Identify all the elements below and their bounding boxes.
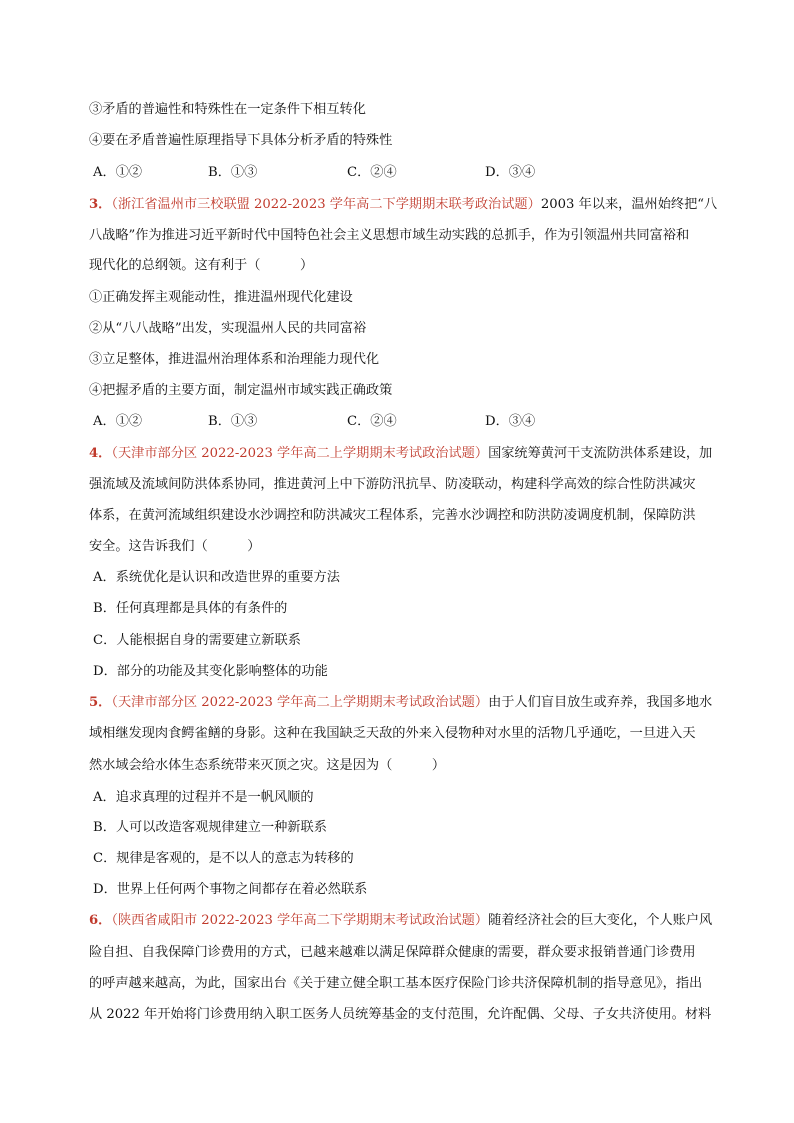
q3-stem-line-1 <box>89 196 719 214</box>
q6-stem-line-3: 的呼声越来越高，为此，国家出台《关于建立健全职工基本医疗保险门诊共济保障机制的指导意见》，指出 <box>89 976 703 991</box>
q2-option-b[interactable]: B．①③ <box>208 165 258 180</box>
q3-source: （浙江省温州市三校联盟 2022-2023 学年高二下学期期末联考政治试题） <box>111 197 541 212</box>
q3-statement-4: ④把握矛盾的主要方面，制定温州市域实践正确政策 <box>89 383 393 398</box>
q3-option-a[interactable]: A．①② <box>93 414 143 429</box>
q5-stem-line-2: 域相继发现肉食鳄雀鳝的身影。这种在我国缺乏天敌的外来入侵物种对水里的活物几乎通吃，一旦进入天 <box>89 726 696 741</box>
q3-statement-3: ③立足整体，推进温州治理体系和治理能力现代化 <box>89 352 380 367</box>
q3-statement-2: ②从“八八战略”出发，实现温州人民的共同富裕 <box>89 321 367 336</box>
q4-source: （天津市部分区 2022-2023 学年高二上学期期末考试政治试题） <box>111 446 489 461</box>
q5-stem-line-3: 然水域会给水体生态系统带来灭顶之灾。这是因为（ ） <box>89 758 446 773</box>
q2-options <box>93 164 536 182</box>
q3-options <box>93 413 536 431</box>
q6-stem-text: 随着经济社会的巨大变化，个人账户风 <box>488 913 713 928</box>
q5-option-b[interactable]: B．人可以改造客观规律建立一种新联系 <box>93 820 327 835</box>
q4-number: 4． <box>89 446 112 461</box>
q5-source: （天津市部分区 2022-2023 学年高二上学期期末考试政治试题） <box>111 695 489 710</box>
q6-stem-line-1 <box>89 912 719 930</box>
q3-stem-line-2: 八战略”作为推进习近平新时代中国特色社会主义思想市域生动实践的总抓手，作为引领温州共同富裕和 <box>89 228 690 243</box>
q6-stem-line-2: 险自担、自我保障门诊费用的方式，已越来越难以满足保障群众健康的需要，群众要求报销普通门诊费用 <box>89 945 696 960</box>
q2-statement-3: ③矛盾的普遍性和特殊性在一定条件下相互转化 <box>89 102 366 117</box>
q5-option-d[interactable]: D．世界上任何两个事物之间都存在着必然联系 <box>93 882 368 897</box>
q6-stem-line-4: 从 2022 年开始将门诊费用纳入职工医务人员统筹基金的支付范围，允许配偶、父母、子女共济使用。材料 <box>89 1007 712 1022</box>
q2-option-a[interactable]: A．①② <box>93 165 143 180</box>
q3-option-c[interactable]: C．②④ <box>347 414 397 429</box>
q4-stem-line-1 <box>89 445 719 463</box>
q4-option-d[interactable]: D．部分的功能及其变化影响整体的功能 <box>93 664 328 679</box>
q5-stem-line-1 <box>89 694 719 712</box>
q6-source: （陕西省咸阳市 2022-2023 学年高二下学期期末考试政治试题） <box>111 913 489 928</box>
q4-option-a[interactable]: A．系统优化是认识和改造世界的重要方法 <box>93 570 340 585</box>
q2-option-c[interactable]: C．②④ <box>347 165 397 180</box>
q5-stem-text: 由于人们盲目放生或弃养，我国多地水 <box>488 695 713 710</box>
q4-stem-line-3: 体系，在黄河流域组织建设水沙调控和防洪减灾工程体系，完善水沙调控和防洪防凌调度机制，保障防洪 <box>89 508 696 523</box>
q4-option-b[interactable]: B．任何真理都是具体的有条件的 <box>93 601 288 616</box>
q5-option-a[interactable]: A．追求真理的过程并不是一帆风顺的 <box>93 790 314 805</box>
q3-stem-line-3: 现代化的总纲领。这有利于（ ） <box>89 258 314 273</box>
q2-option-d[interactable]: D．③④ <box>485 165 536 180</box>
q4-option-c[interactable]: C．人能根据自身的需要建立新联系 <box>93 633 301 648</box>
q2-statement-4: ④要在矛盾普遍性原理指导下具体分析矛盾的特殊性 <box>89 133 393 148</box>
q4-stem-text: 国家统筹黄河干支流防洪体系建设，加 <box>488 446 713 461</box>
q3-option-b[interactable]: B．①③ <box>208 414 258 429</box>
q3-option-d[interactable]: D．③④ <box>485 414 536 429</box>
q3-number: 3． <box>89 197 112 212</box>
q4-stem-line-2: 强流域及流域间防洪体系协同，推进黄河上中下游防汛抗旱、防凌联动，构建科学高效的综合性防洪减灾 <box>89 477 696 492</box>
q3-statement-1: ①正确发挥主观能动性，推进温州现代化建设 <box>89 290 353 305</box>
q6-number: 6． <box>89 913 112 928</box>
q4-stem-line-4: 安全。这告诉我们（ ） <box>89 539 261 554</box>
q5-option-c[interactable]: C．规律是客观的，是不以人的意志为转移的 <box>93 851 354 866</box>
q3-stem-text: 2003 年以来，温州始终把“八 <box>540 197 718 212</box>
q5-number: 5． <box>89 695 112 710</box>
